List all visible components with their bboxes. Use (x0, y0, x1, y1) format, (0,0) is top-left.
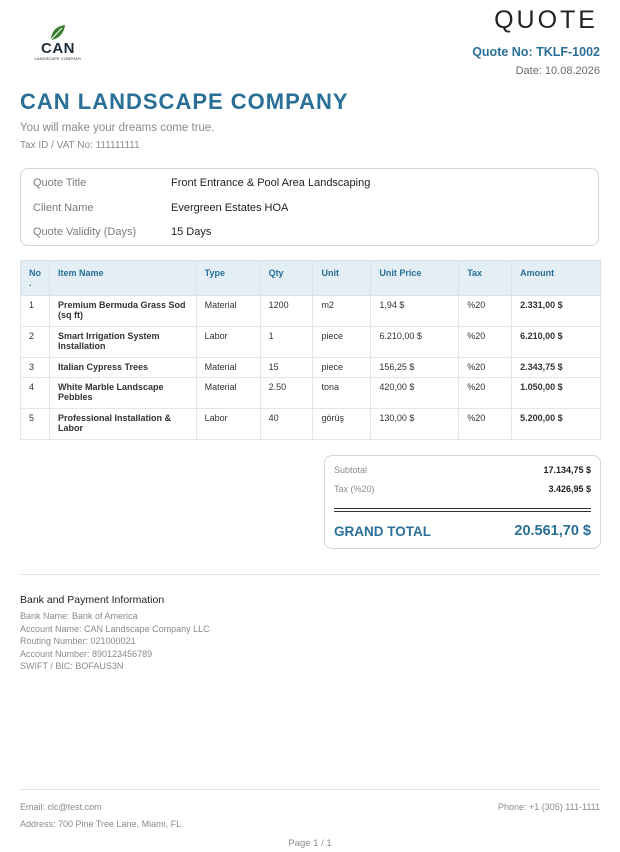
column-header-unit-price: Unit Price (371, 261, 459, 296)
routing-number: Routing Number: 021000021 (20, 636, 136, 646)
cell-amount: 5.200,00 $ (512, 409, 601, 440)
quote-date: Date: 10.08.2026 (515, 65, 600, 77)
info-value: 15 Days (171, 226, 212, 238)
cell-unit: m2 (313, 296, 371, 327)
cell-item-name: Smart Irrigation System Installation (50, 327, 197, 358)
cell-type: Material (196, 296, 260, 327)
cell-no: 1 (21, 296, 50, 327)
cell-no: 5 (21, 409, 50, 440)
logo-subtitle: LANDSCAPE COMPANY (34, 56, 82, 61)
column-header-no: No . (21, 261, 50, 296)
column-header-unit: Unit (313, 261, 371, 296)
info-label: Client Name (33, 202, 94, 214)
cell-tax: %20 (459, 296, 512, 327)
column-header-type: Type (196, 261, 260, 296)
totals-box (324, 455, 601, 549)
cell-item-name: Professional Installation & Labor (50, 409, 197, 440)
cell-unit: tona (313, 378, 371, 409)
cell-type: Labor (196, 409, 260, 440)
cell-amount: 2.343,75 $ (512, 358, 601, 378)
divider (20, 574, 601, 575)
company-logo (32, 24, 84, 64)
items-table (20, 260, 601, 440)
subtotal-value: 17.134,75 $ (543, 465, 591, 475)
cell-unit-price: 1,94 $ (371, 296, 459, 327)
cell-type: Material (196, 378, 260, 409)
info-value: Front Entrance & Pool Area Landscaping (171, 177, 371, 189)
column-header-qty: Qty (260, 261, 313, 296)
cell-item-name: White Marble Landscape Pebbles (50, 378, 197, 409)
tax-value: 3.426,95 $ (548, 484, 591, 494)
subtotal-label: Subtotal (334, 465, 368, 475)
cell-qty: 40 (260, 409, 313, 440)
account-number: Account Number: 890123456789 (20, 649, 153, 659)
quote-info-box (20, 168, 599, 246)
cell-qty: 15 (260, 358, 313, 378)
column-header-amount: Amount (512, 261, 601, 296)
cell-unit-price: 130,00 $ (371, 409, 459, 440)
company-name: CAN LANDSCAPE COMPANY (20, 89, 349, 114)
cell-tax: %20 (459, 358, 512, 378)
page-number: Page 1 / 1 (288, 838, 332, 849)
cell-qty: 1 (260, 327, 313, 358)
divider (334, 508, 591, 509)
cell-no: 2 (21, 327, 50, 358)
cell-qty: 2.50 (260, 378, 313, 409)
info-label: Quote Validity (Days) (33, 226, 137, 238)
cell-item-name: Italian Cypress Trees (50, 358, 197, 378)
footer-address: Address: 700 Pine Tree Lane, Miami, FL (20, 819, 182, 829)
cell-amount: 1.050,00 $ (512, 378, 601, 409)
cell-unit: piece (313, 358, 371, 378)
cell-unit: piece (313, 327, 371, 358)
table-row (21, 327, 601, 358)
footer-email: Email: clc@test.com (20, 802, 102, 812)
cell-unit-price: 6.210,00 $ (371, 327, 459, 358)
tax-id: Tax ID / VAT No: 111111111 (20, 140, 140, 151)
table-row (21, 409, 601, 440)
account-name: Account Name: CAN Landscape Company LLC (20, 624, 210, 634)
cell-no: 3 (21, 358, 50, 378)
cell-type: Labor (196, 327, 260, 358)
cell-tax: %20 (459, 327, 512, 358)
divider (20, 789, 601, 790)
logo-name: CAN (41, 40, 75, 57)
bank-name: Bank Name: Bank of America (20, 611, 138, 621)
grand-total-value: 20.561,70 $ (514, 523, 591, 539)
column-header-tax: Tax (459, 261, 512, 296)
quote-number: Quote No: TKLF-1002 (472, 45, 600, 59)
footer-phone: Phone: +1 (305) 111-1111 (498, 802, 600, 812)
cell-tax: %20 (459, 409, 512, 440)
info-value: Evergreen Estates HOA (171, 202, 289, 214)
bank-info-title: Bank and Payment Information (20, 594, 165, 606)
cell-tax: %20 (459, 378, 512, 409)
cell-amount: 2.331,00 $ (512, 296, 601, 327)
table-row (21, 378, 601, 409)
cell-unit-price: 156,25 $ (371, 358, 459, 378)
grand-total-label: GRAND TOTAL (334, 524, 431, 539)
table-header-row (21, 261, 601, 296)
table-row (21, 296, 601, 327)
table-row (21, 358, 601, 378)
swift-bic: SWIFT / BIC: BOFAUS3N (20, 661, 124, 671)
tax-label: Tax (%20) (334, 484, 375, 494)
cell-amount: 6.210,00 $ (512, 327, 601, 358)
cell-qty: 1200 (260, 296, 313, 327)
cell-unit-price: 420,00 $ (371, 378, 459, 409)
divider (334, 511, 591, 512)
document-title: QUOTE (494, 6, 598, 34)
column-header-item-name: Item Name (50, 261, 197, 296)
cell-item-name: Premium Bermuda Grass Sod (sq ft) (50, 296, 197, 327)
info-label: Quote Title (33, 177, 87, 189)
cell-no: 4 (21, 378, 50, 409)
cell-type: Material (196, 358, 260, 378)
cell-unit: görüş (313, 409, 371, 440)
company-tagline: You will make your dreams come true. (20, 122, 215, 134)
